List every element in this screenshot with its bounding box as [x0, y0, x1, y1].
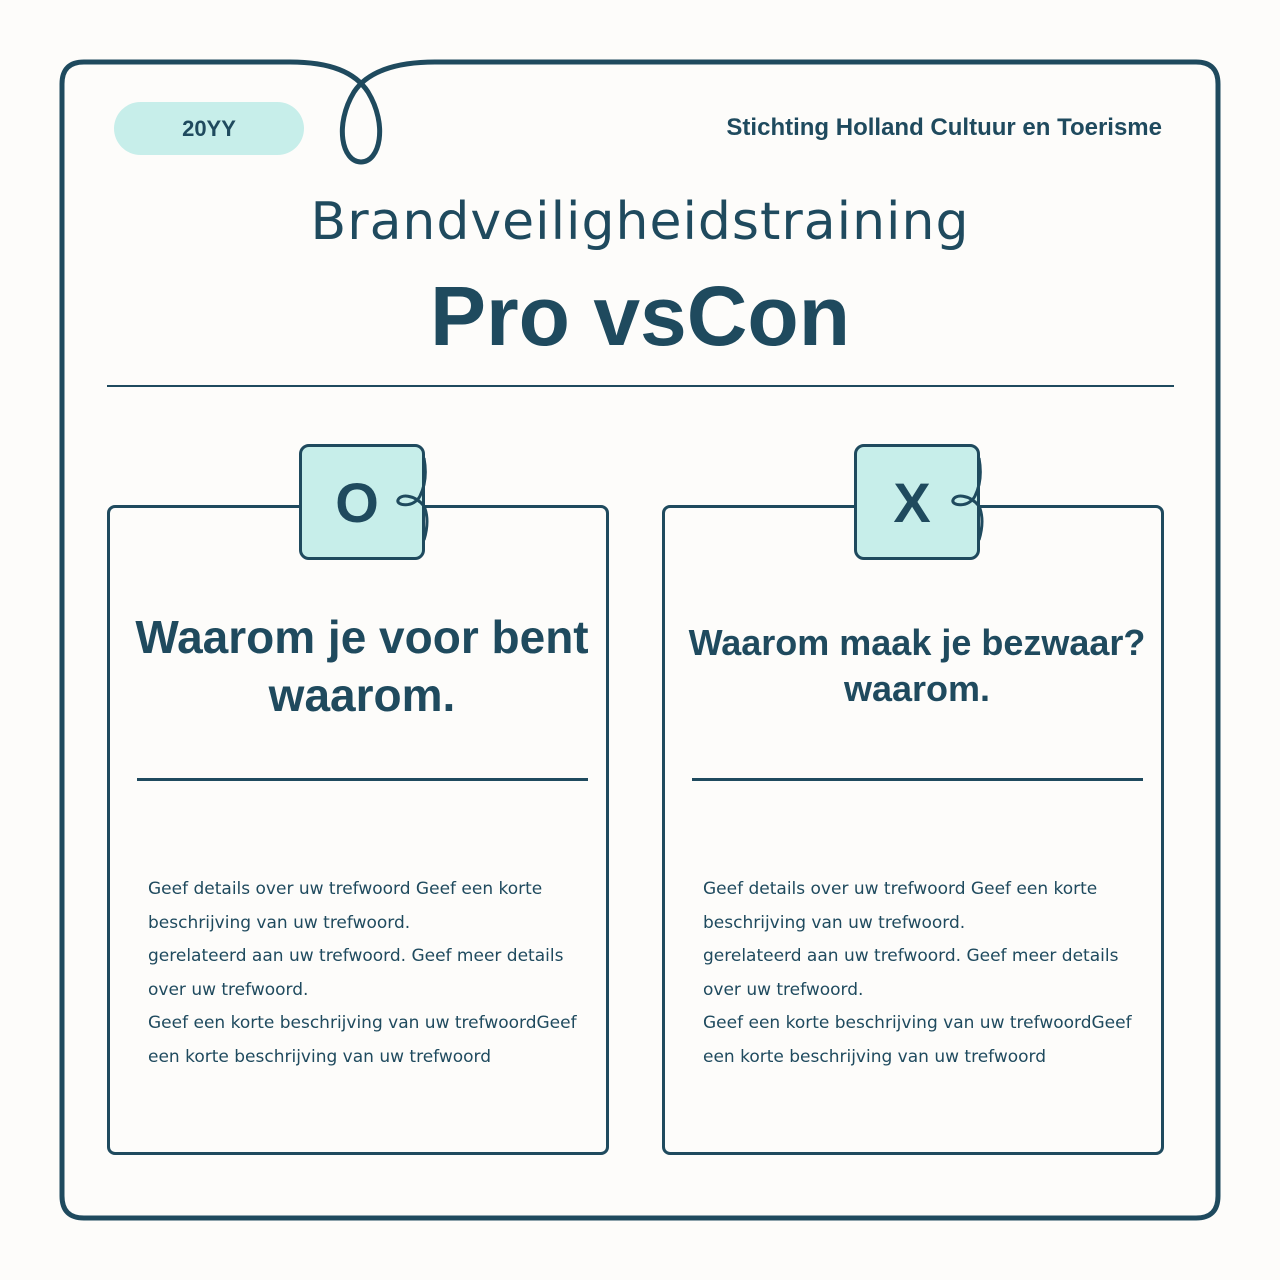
con-heading-line1: Waarom maak je bezwaar? [688, 622, 1146, 663]
circle-icon: O [335, 470, 379, 534]
con-heading [667, 620, 1167, 712]
organization-name: Stichting Holland Cultuur en Toerisme [726, 114, 1162, 141]
con-badge [854, 444, 980, 560]
pro-body [148, 873, 588, 1074]
body-line: gerelateerd aan uw trefwoord. Geef meer details [703, 946, 1119, 966]
body-line: Geef details over uw trefwoord Geef een korte [703, 879, 1098, 899]
body-line: over uw trefwoord. [703, 979, 864, 1000]
body-line: beschrijving van uw trefwoord. [703, 912, 966, 933]
body-line: Geef details over uw trefwoord Geef een korte [148, 879, 543, 899]
pro-divider [137, 778, 588, 781]
subtitle: Brandveiligheidstraining [310, 192, 970, 252]
pro-heading [112, 608, 612, 724]
x-icon: X [893, 470, 931, 534]
pro-badge [299, 444, 425, 560]
con-divider [692, 778, 1143, 781]
body-line: Geef een korte beschrijving van uw trefwoordGeef [703, 1013, 1132, 1033]
con-heading-line2: waarom. [843, 668, 991, 709]
body-line: gerelateerd aan uw trefwoord. Geef meer details [148, 946, 564, 966]
pro-heading-line2: waarom. [268, 669, 456, 721]
body-line: Geef een korte beschrijving van uw trefwoordGeef [148, 1013, 577, 1033]
con-body [703, 873, 1143, 1074]
body-line: beschrijving van uw trefwoord. [148, 912, 411, 933]
title-divider [107, 385, 1174, 387]
body-line: een korte beschrijving van uw trefwoord [148, 1046, 492, 1067]
page-title: Pro vsCon [429, 269, 851, 363]
year-badge: 20YY [114, 102, 304, 155]
body-line: over uw trefwoord. [148, 979, 309, 1000]
body-line: een korte beschrijving van uw trefwoord [703, 1046, 1047, 1067]
pro-heading-line1: Waarom je voor bent [135, 611, 589, 663]
